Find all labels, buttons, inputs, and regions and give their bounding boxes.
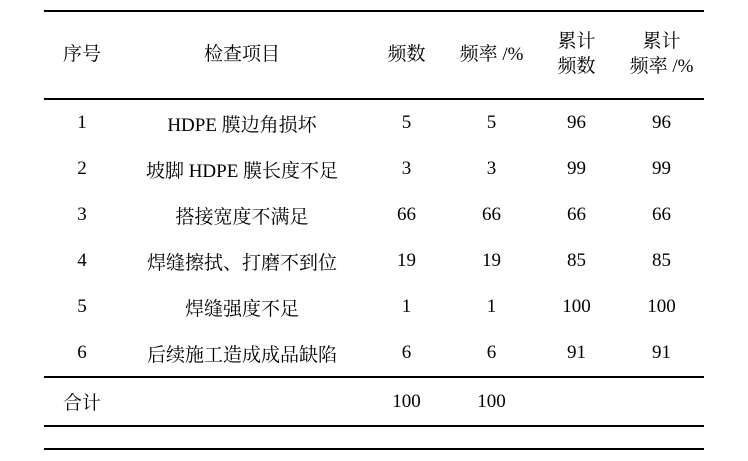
cell-cumulative-rate: 96 <box>652 112 671 133</box>
cell-cumulative-rate: 91 <box>652 342 671 363</box>
cell-no: 5 <box>77 296 87 317</box>
total-cumulative-frequency <box>534 377 619 426</box>
cell-cumulative-frequency: 96 <box>567 112 586 133</box>
header-cell-rate: 频率 /% <box>449 11 534 99</box>
header-cell-no: 序号 <box>44 11 120 99</box>
cell-no: 1 <box>77 112 87 133</box>
table-total-row <box>44 377 704 426</box>
cell-cumulative-frequency: 85 <box>567 250 586 271</box>
cell-frequency: 3 <box>401 158 412 179</box>
table-header <box>44 11 704 99</box>
header-cell-cumulative-rate-line1: 累计 <box>642 31 681 53</box>
cell-cumulative-rate: 100 <box>647 296 676 317</box>
cell-frequency: 1 <box>401 296 412 317</box>
table-row <box>44 330 704 377</box>
cell-frequency: 66 <box>397 204 416 225</box>
cell-no: 4 <box>77 250 87 271</box>
header-cell-cumulative-frequency-line2: 频数 <box>557 56 596 77</box>
table-bottom-rule <box>44 448 704 450</box>
table-row <box>44 99 704 146</box>
header-cell-cumulative-rate-line2: 频率 /% <box>629 56 694 77</box>
cell-cumulative-frequency: 100 <box>562 296 591 317</box>
cell-rate: 19 <box>482 250 501 271</box>
cell-frequency: 6 <box>401 342 412 363</box>
cell-frequency: 5 <box>401 112 412 133</box>
cell-rate: 3 <box>486 158 497 179</box>
cell-no: 6 <box>77 342 87 363</box>
table-row <box>44 238 704 284</box>
header-row <box>44 11 704 99</box>
cell-cumulative-frequency: 91 <box>567 342 586 363</box>
table-body <box>44 99 704 426</box>
cell-no: 3 <box>77 204 87 225</box>
cell-cumulative-frequency: 99 <box>567 158 586 179</box>
cell-rate: 5 <box>486 112 497 133</box>
total-rate: 100 <box>449 377 534 426</box>
cell-item: 搭接宽度不满足 <box>175 206 309 228</box>
header-cell-cumulative-frequency <box>534 11 619 99</box>
table-row <box>44 146 704 192</box>
header-cell-cumulative-rate <box>619 11 704 99</box>
total-cumulative-rate <box>619 377 704 426</box>
total-frequency: 100 <box>364 377 449 426</box>
cell-cumulative-rate: 66 <box>652 204 671 225</box>
table-row <box>44 284 704 330</box>
cell-item: 焊缝擦拭、打磨不到位 <box>146 252 337 274</box>
inspection-statistics-table <box>44 10 704 427</box>
cell-cumulative-rate: 85 <box>652 250 671 271</box>
cell-rate: 1 <box>486 296 497 317</box>
cell-rate: 66 <box>482 204 501 225</box>
cell-cumulative-rate: 99 <box>652 158 671 179</box>
cell-item: HDPE 膜边角损坏 <box>167 114 317 136</box>
total-label: 合计 <box>44 377 120 426</box>
table-row <box>44 192 704 238</box>
cell-item: 焊缝强度不足 <box>184 298 299 320</box>
cell-no: 2 <box>77 158 87 179</box>
cell-item: 坡脚 HDPE 膜长度不足 <box>145 160 339 182</box>
cell-rate: 6 <box>486 342 497 363</box>
cell-frequency: 19 <box>397 250 416 271</box>
cell-cumulative-frequency: 66 <box>567 204 586 225</box>
header-cell-frequency: 频数 <box>364 11 449 99</box>
total-item <box>120 377 364 426</box>
header-cell-cumulative-frequency-line1: 累计 <box>557 31 596 53</box>
cell-item: 后续施工造成成品缺陷 <box>146 344 337 366</box>
header-cell-item: 检查项目 <box>120 11 364 99</box>
